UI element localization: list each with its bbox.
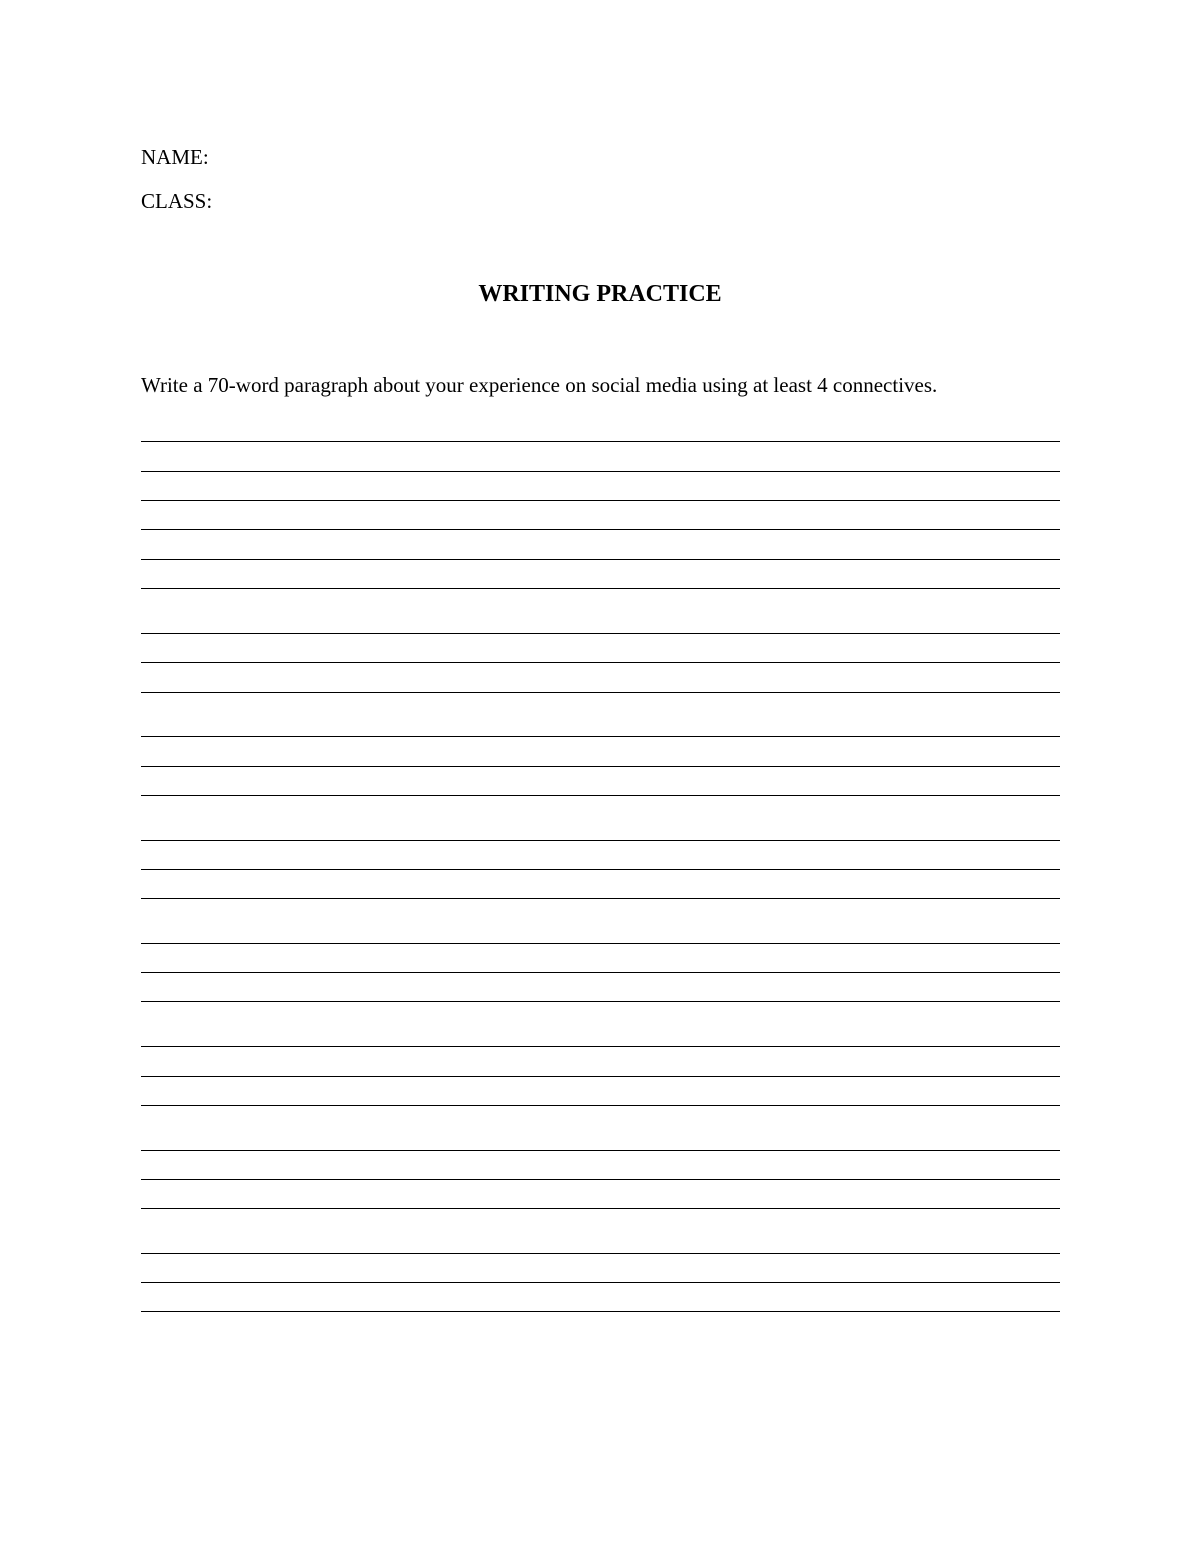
writing-line[interactable]: [141, 662, 1060, 663]
writing-line[interactable]: [141, 500, 1060, 501]
writing-line[interactable]: [141, 559, 1060, 560]
writing-line[interactable]: [141, 972, 1060, 973]
writing-line[interactable]: [141, 840, 1060, 841]
page-title: WRITING PRACTICE: [478, 281, 722, 307]
writing-line[interactable]: [141, 736, 1060, 737]
writing-line[interactable]: [141, 1311, 1060, 1312]
writing-line[interactable]: [141, 943, 1060, 944]
name-label: NAME:: [141, 145, 209, 169]
class-label: CLASS:: [141, 189, 213, 213]
writing-line[interactable]: [141, 1001, 1060, 1002]
writing-line[interactable]: [141, 471, 1060, 472]
writing-line[interactable]: [141, 692, 1060, 693]
writing-line[interactable]: [141, 1179, 1060, 1180]
writing-line[interactable]: [141, 1046, 1060, 1047]
writing-line[interactable]: [141, 441, 1060, 442]
instruction-text: Write a 70-word paragraph about your experience on social media using at least 4 connectives.: [141, 373, 938, 397]
writing-line[interactable]: [141, 898, 1060, 899]
writing-line[interactable]: [141, 869, 1060, 870]
writing-line[interactable]: [141, 1076, 1060, 1077]
writing-line[interactable]: [141, 1105, 1060, 1106]
writing-line[interactable]: [141, 1253, 1060, 1254]
writing-line[interactable]: [141, 529, 1060, 530]
writing-line[interactable]: [141, 1150, 1060, 1151]
writing-line[interactable]: [141, 795, 1060, 796]
writing-line[interactable]: [141, 588, 1060, 589]
writing-line[interactable]: [141, 1282, 1060, 1283]
writing-line[interactable]: [141, 1208, 1060, 1209]
writing-line[interactable]: [141, 633, 1060, 634]
writing-line[interactable]: [141, 766, 1060, 767]
